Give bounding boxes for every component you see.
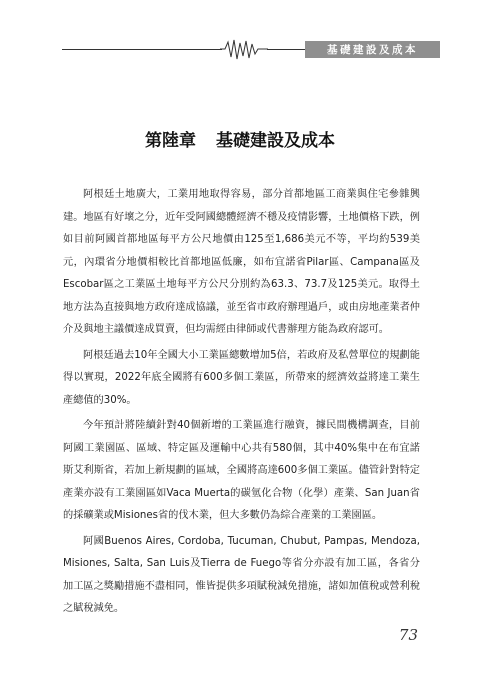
- header-section-label: 基礎建設及成本: [305, 41, 440, 58]
- chapter-heading: [0, 126, 480, 151]
- running-header: [62, 38, 440, 62]
- paragraph: 阿國Buenos Aires, Cordoba, Tucuman, Chubut, Pampas, Mendoza, Misiones, Salta, San Luis及Tierra de Fuego等省分亦設有加工區，各省分加工區之獎勵措施不盡相同，惟皆提供多項賦稅減免措施，諸如加值稅或營利稅之賦稅減免。: [63, 535, 420, 614]
- heartbeat-wave-icon: [220, 38, 268, 62]
- chapter-title: 基礎建設及成本: [215, 131, 335, 151]
- body-text: [63, 184, 420, 624]
- paragraph: 今年預計將陸續針對40個新增的工業區進行融資，據民間機構調查，目前阿國工業園區、區域、特定區及運輸中心共有580個，其中40%集中在布宜諾斯艾利斯省，若加上新規劃的區域，全國將高達600多個工業區。儘管針對特定產業亦設有工業園區如Vaca Muerta的碳氫化合物（化學）產業、San Juan省的採礦業或Misiones省的伐木業，但大多數仍為綜合產業的工業園區。: [63, 420, 420, 521]
- header-rule-right: [267, 49, 305, 50]
- header-rule-left: [62, 49, 222, 50]
- paragraph: 阿根廷過去10年全國大小工業區總數增加5倍，若政府及私營單位的規劃能得以實現，2022年底全國將有600多個工業區，所帶來的經濟效益將達工業生產總值的30%。: [63, 349, 420, 406]
- paragraph: 阿根廷土地廣大，工業用地取得容易，部分首都地區工商業與住宅參雜興建。地區有好壞之分，近年受阿國總體經濟不穩及疫情影響，土地價格下跌，例如目前阿國首都地區每平方公尺地價由125至1,686美元不等，平均約539美元，內環省分地價相較比首都地區低廉，如布宜諾省Pilar區、Campana區及Escobar區之工業區土地每平方公尺分別約為63.3、73.7及125美元。取得土地方法為直接與地方政府達成協議，並至省市政府辦理過戶，或由房地產業者仲介及與地主議價達成買賣，但均需經由律師或代書辦理方能為政府認可。: [63, 189, 420, 335]
- chapter-number: 第陸章: [145, 131, 197, 151]
- page-number: 73: [398, 626, 418, 644]
